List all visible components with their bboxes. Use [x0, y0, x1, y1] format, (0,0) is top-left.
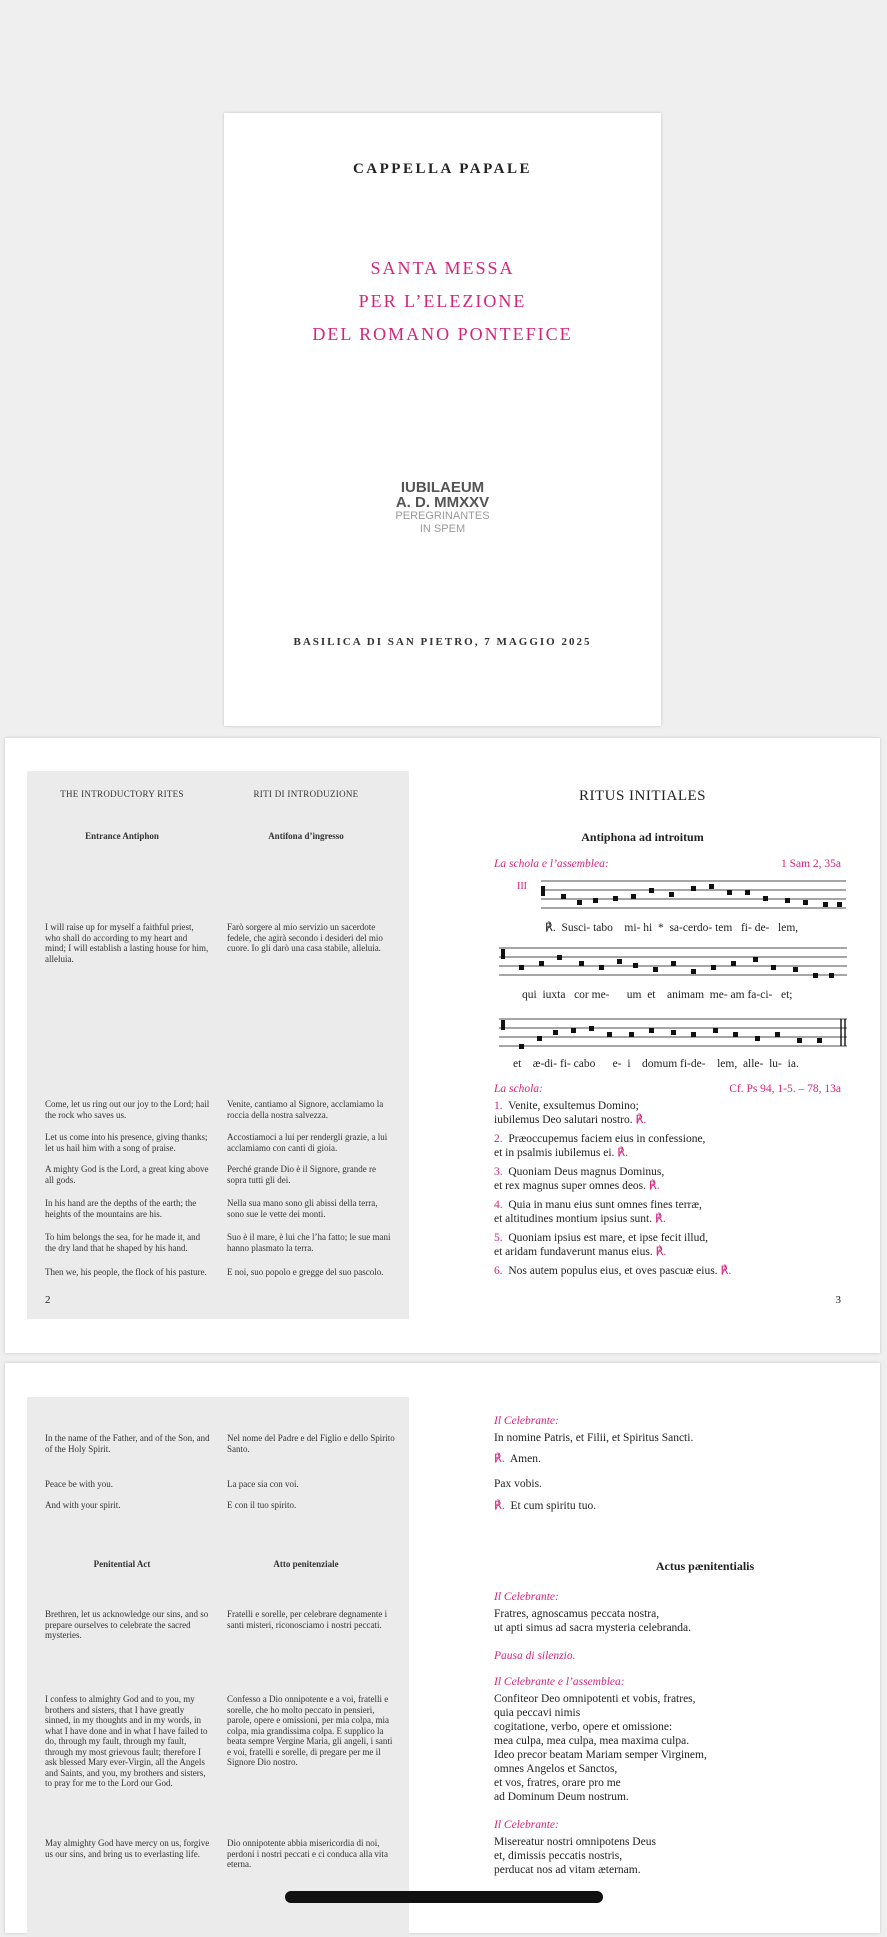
peace-it: La pace sia con voi.	[227, 1479, 299, 1489]
pax-vobis: Pax vobis.	[494, 1478, 542, 1490]
response-mark: ℟.	[655, 1213, 666, 1225]
ritus-title: RITUS INITIALES	[578, 788, 707, 804]
mercy-en: May almighty God have mercy on us, forgive us our sins, and bring us to everlasting life.	[45, 1838, 210, 1859]
confiteor-4: mea culpa, mea culpa, mea maxima culpa.	[494, 1735, 690, 1747]
logo-line-2: A. D. MMXXV	[395, 494, 490, 511]
fratres-1: Fratres, agnoscamus peccata nostra,	[494, 1608, 660, 1620]
psalm-en-5: To him belongs the sea, for he made it, and the dry land that he shaped by his hand.	[45, 1232, 201, 1253]
ref-psalm: Cf. Ps 94, 1-5. – 78, 13a	[729, 1083, 841, 1095]
verse-number: 2.	[494, 1133, 503, 1145]
header-it: RITI DI INTRODUZIONE	[253, 789, 359, 799]
peace-en: Peace be with you.	[45, 1479, 113, 1489]
psalm-en-3: A mighty God is the Lord, a great king above all gods.	[45, 1164, 209, 1185]
spirit-it: E con il tuo spirito.	[227, 1500, 297, 1510]
sub-it: Antifona d’ingresso	[268, 831, 344, 841]
penitential-it: Atto penitenziale	[273, 1559, 339, 1569]
verse-text: iubilemus Deo salutari nostro.	[494, 1114, 633, 1126]
verse-text: Quoniam Deus magnus Dominus,	[508, 1166, 665, 1178]
verse-3	[494, 1165, 664, 1193]
cover-title: CAPPELLA PAPALE	[352, 161, 533, 177]
rubric-schola-assemblea: La schola e l’assemblea:	[494, 858, 609, 870]
sub-en: Entrance Antiphon	[85, 831, 159, 841]
confiteor-5: Ideo precor beatam Mariam semper Virginem,	[494, 1749, 707, 1761]
page-number-right: 3	[835, 1294, 841, 1306]
confiteor-1: Confiteor Deo omnipotenti et vobis, fratres,	[494, 1693, 696, 1705]
mercy-it: Dio onnipotente abbia misericordia di noi, perdoni i nostri peccati e ci conduca alla vita eterna.	[227, 1838, 388, 1869]
verse-4	[494, 1198, 702, 1226]
cover-footer: BASILICA DI SAN PIETRO, 7 MAGGIO 2025	[293, 636, 592, 648]
verse-number: 4.	[494, 1199, 503, 1211]
verse-text: Nos autem populus eius, et oves pascuæ eius.	[508, 1265, 718, 1277]
verse-6	[494, 1264, 731, 1278]
psalm-en-6: Then we, his people, the flock of his pasture.	[45, 1267, 207, 1277]
amen: Amen.	[509, 1453, 541, 1465]
mode-number: III	[517, 881, 527, 892]
response-mark: ℟.	[494, 1500, 505, 1512]
misereatur-1: Misereatur nostri omnipotens Deus	[494, 1836, 656, 1848]
lyric-line-2: qui iuxta cor me- um et animam me- am fa-ci- et;	[522, 989, 793, 1001]
penitential-en: Penitential Act	[93, 1559, 151, 1569]
cover-mass-line-3: DEL ROMANO PONTEFICE	[312, 324, 573, 344]
psalm-en-2: Let us come into his presence, giving thanks; let us hail him with a song of praise.	[45, 1132, 208, 1153]
confiteor-2: quia peccavi nimis	[494, 1707, 581, 1719]
rubric-celebrant-assembly: Il Celebrante e l’assemblea:	[494, 1676, 625, 1688]
confiteor-3: cogitatione, verbo, opere et omissione:	[494, 1721, 673, 1733]
response-mark: ℟.	[494, 1453, 505, 1465]
cover-mass-line-2: PER L’ELEZIONE	[358, 291, 527, 311]
logo-line-1: IUBILAEUM	[400, 479, 485, 496]
response-mark: ℟.	[635, 1114, 647, 1126]
cum-spiritu: Et cum spiritu tuo.	[510, 1500, 597, 1512]
amen-line	[494, 1452, 541, 1466]
confiteor-6: omnes Angelos et Sanctos,	[494, 1763, 618, 1775]
verse-text: et rex magnus super omnes deos.	[494, 1180, 647, 1192]
header-en: THE INTRODUCTORY RITES	[60, 789, 184, 799]
fratres-2: ut apti simus ad sacra mysteria celebranda.	[494, 1622, 692, 1634]
psalm-it-2: Accostiamoci a lui per rendergli grazie, a lui acclamiamo con canti di gioia.	[227, 1132, 388, 1153]
verse-2	[494, 1132, 705, 1160]
verse-text: Præoccupemus faciem eius in confessione,	[508, 1133, 706, 1145]
cover-mass-line-1: SANTA MESSA	[370, 258, 515, 278]
verse-text: Quoniam ipsius est mare, et ipse fecit illud,	[508, 1232, 708, 1244]
in-nomine: In nomine Patris, et Filii, et Spiritus Sancti.	[494, 1432, 694, 1444]
ref-1sam: 1 Sam 2, 35a	[780, 858, 841, 870]
misereatur-3: perducat nos ad vitam æternam.	[494, 1864, 641, 1876]
verse-number: 3.	[494, 1166, 503, 1178]
confess-it: Confesso a Dio onnipotente e a voi, fratelli e sorelle, che ho molto peccato in pensieri, parole, opere e omissioni, per mia colpa, mia colpa, mia grandissima colpa. E supplico la beata sempre Vergine Maria, gli angeli, i santi e voi, fratelli e sorelle, di pregare per me il Signore Dio nostro.	[227, 1694, 393, 1767]
verse-text: et in psalmis iubilemus ei.	[494, 1147, 615, 1159]
sign-en: In the name of the Father, and of the Son, and of the Holy Spirit.	[45, 1433, 210, 1454]
confiteor-7: et vos, fratres, orare pro me	[494, 1777, 621, 1789]
psalm-it-3: Perché grande Dio è il Signore, grande re sopra tutti gli dei.	[227, 1164, 376, 1185]
response-mark: ℟.	[720, 1265, 732, 1277]
actus-heading: Actus pænitentialis	[655, 1559, 755, 1573]
lyric-line-3: et æ-di- fi- cabo e- i domum fi-de- lem, alle- lu- ia.	[513, 1058, 799, 1070]
rubric-celebrant-2: Il Celebrante:	[494, 1591, 559, 1603]
brethren-it: Fratelli e sorelle, per celebrare degnamente i santi misteri, riconosciamo i nostri peccati.	[227, 1609, 388, 1630]
psalm-en-1: Come, let us ring out our joy to the Lord; hail the rock who saves us.	[45, 1099, 210, 1120]
home-indicator[interactable]	[285, 1891, 603, 1903]
psalm-it-6: E noi, suo popolo e gregge del suo pascolo.	[227, 1267, 384, 1277]
verse-5	[494, 1231, 708, 1259]
psalm-it-5: Suo è il mare, è lui che l’ha fatto; le sue mani hanno plasmato la terra.	[227, 1232, 391, 1253]
spread-pages-4-5	[5, 1363, 880, 1933]
verse-1	[494, 1099, 646, 1127]
cum-spiritu-line	[494, 1499, 596, 1513]
rubric-schola: La schola:	[494, 1083, 543, 1095]
antiphon-it: Farò sorgere al mio servizio un sacerdote fedele, che agirà secondo i desideri del mio cuore. Io gli darò una casa stabile, alleluia.	[227, 922, 383, 953]
verse-text: et altitudines montium ipsius sunt.	[494, 1213, 653, 1225]
spirit-en: And with your spirit.	[45, 1500, 121, 1510]
verse-number: 6.	[494, 1265, 503, 1277]
chant-staff-2	[499, 943, 847, 983]
misereatur-2: et, dimissis peccatis nostris,	[494, 1850, 623, 1862]
response-mark: ℟.	[617, 1147, 629, 1159]
page-number-left: 2	[45, 1294, 51, 1306]
response-mark: ℟.	[655, 1246, 667, 1258]
sign-it: Nel nome del Padre e del Figlio e dello Spirito Santo.	[227, 1433, 395, 1454]
verse-number: 5.	[494, 1232, 503, 1244]
rubric-celebrant-3: Il Celebrante:	[494, 1819, 559, 1831]
jubilee-logo	[224, 480, 661, 536]
psalm-en-4: In his hand are the depths of the earth; the heights of the mountains are his.	[45, 1198, 197, 1219]
logo-line-4: IN SPEM	[419, 523, 466, 535]
verse-text: Quia in manu eius sunt omnes fines terræ,	[508, 1199, 702, 1211]
logo-line-3: PEREGRINANTES	[395, 510, 490, 522]
rubric-celebrant-1: Il Celebrante:	[494, 1415, 559, 1427]
confess-en: I confess to almighty God and to you, my brothers and sisters, that I have greatly sinned, in my thoughts and in my words, in what I have done and in what I have failed to do, through my fault, through my fault, through my most grievous fault; therefore I ask blessed Mary ever-Virgin, all the Angels and Saints, and you, my brothers and sisters, to pray for me to the Lord our God.	[45, 1694, 208, 1788]
spread-pages-2-3	[5, 738, 880, 1353]
antiphon-en: I will raise up for myself a faithful priest, who shall do according to my heart and mind; I will establish a lasting house for him, alleluia.	[45, 922, 209, 964]
verse-text: et aridam fundaverunt manus eius.	[494, 1246, 653, 1258]
cover-page	[224, 113, 661, 726]
psalm-it-1: Venite, cantiamo al Signore, acclamiamo la roccia della nostra salvezza.	[227, 1099, 384, 1120]
chant-staff-3	[499, 1014, 847, 1054]
lyric-line-1: ℟. Susci- tabo mi- hi * sa-cerdo- tem fi- de- lem,	[545, 922, 799, 934]
psalm-it-4: Nella sua mano sono gli abissi della terra, sono sue le vette dei monti.	[227, 1198, 378, 1219]
antiphona-subtitle: Antiphona ad introitum	[581, 830, 704, 844]
brethren-en: Brethren, let us acknowledge our sins, and so prepare ourselves to celebrate the sacred mysteries.	[45, 1609, 209, 1640]
chant-staff-1	[541, 878, 846, 914]
response-mark: ℟.	[648, 1180, 660, 1192]
confiteor-8: ad Dominum Deum nostrum.	[494, 1791, 629, 1803]
verse-number: 1.	[494, 1100, 503, 1112]
rubric-silence: Pausa di silenzio.	[494, 1650, 576, 1662]
verse-text: Venite, exsultemus Domino;	[508, 1100, 639, 1112]
